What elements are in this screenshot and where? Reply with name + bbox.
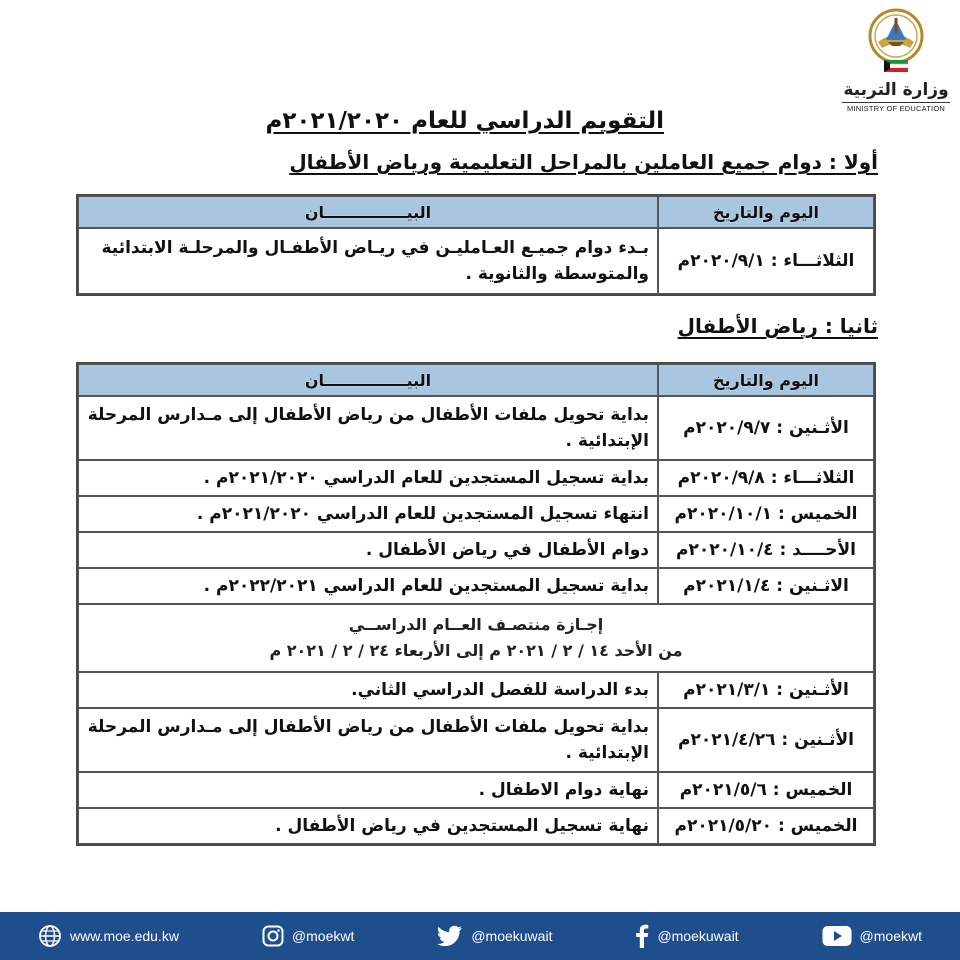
row-date: الخميس : ٢٠٢١/٥/٢٠م — [658, 808, 874, 844]
table-row — [78, 532, 874, 568]
row-description: بداية تسجيل المستجدين للعام الدراسي ٢٠٢١/٢٠٢٠م . — [78, 460, 658, 496]
row-date: الأثـنين : ٢٠٢٠/٩/٧م — [658, 396, 874, 460]
row-description: نهاية دوام الاطفال . — [78, 772, 658, 808]
ministry-name-en: MINISTRY OF EDUCATION — [847, 104, 945, 113]
youtube-link[interactable] — [822, 925, 922, 947]
table-header-row — [78, 196, 874, 228]
table-row — [78, 228, 874, 294]
table-row — [78, 568, 874, 604]
row-date: الثلاثـــاء : ٢٠٢٠/٩/٨م — [658, 460, 874, 496]
row-date: الاثـنين : ٢٠٢١/١/٤م — [658, 568, 874, 604]
table-row — [78, 808, 874, 844]
website-text: www.moe.edu.kw — [70, 928, 179, 944]
section1-heading: أولا : دوام جميع العاملين بالمراحل التعليمية ورياض الأطفال — [289, 150, 878, 174]
row-description: بـدء دوام جميـع العـامليـن في ريـاض الأطفـال والمرحلـة الابتدائية والمتوسطة والثانوية . — [78, 228, 658, 294]
section2-heading: ثانيا : رياض الأطفال — [677, 314, 878, 338]
facebook-handle: @moekuwait — [657, 928, 739, 944]
logo-divider — [842, 102, 950, 103]
facebook-link[interactable] — [635, 924, 738, 948]
row-date: الأحــــد : ٢٠٢٠/١٠/٤م — [658, 532, 874, 568]
row-date: الأثـنين : ٢٠٢١/٤/٢٦م — [658, 708, 874, 772]
row-description: بداية تحويل ملفات الأطفال من رياض الأطفال إلى مـدارس المرحلة الإبتدائية . — [78, 708, 658, 772]
youtube-handle: @moekwt — [859, 928, 922, 944]
midyear-break-range: من الأحد ١٤ / ٢ / ٢٠٢١ م إلى الأربعاء ٢٤ / ٢ / ٢٠٢١ م — [269, 641, 683, 660]
header-description: البيـــــــــــــــان — [78, 364, 658, 396]
row-date: الثلاثـــاء : ٢٠٢٠/٩/١م — [658, 228, 874, 294]
instagram-handle: @moekwt — [291, 928, 355, 944]
instagram-icon — [262, 925, 284, 947]
instagram-link[interactable] — [262, 925, 354, 947]
row-description: بداية تحويل ملفات الأطفال من رياض الأطفال إلى مـدارس المرحلة الإبتدائية . — [78, 396, 658, 460]
facebook-icon — [635, 924, 649, 948]
ministry-name-ar: وزارة التربية — [843, 80, 949, 100]
row-description: انتهاء تسجيل المستجدين للعام الدراسي ٢٠٢١/٢٠٢٠م . — [78, 496, 658, 532]
midyear-break-row — [78, 604, 874, 672]
kindergarten-calendar-table — [76, 362, 876, 846]
twitter-handle: @moekuwait — [471, 928, 553, 944]
table-row — [78, 708, 874, 772]
row-description: بدء الدراسة للفصل الدراسي الثاني. — [78, 672, 658, 708]
row-description: بداية تسجيل المستجدين للعام الدراسي ٢٠٢٢/٢٠٢١م . — [78, 568, 658, 604]
youtube-icon — [822, 925, 852, 947]
row-description: نهاية تسجيل المستجدين في رياض الأطفال . — [78, 808, 658, 844]
table-row — [78, 496, 874, 532]
ministry-emblem-icon — [864, 8, 928, 78]
page-title: التقويم الدراسي للعام ٢٠٢١/٢٠٢٠م — [265, 108, 664, 134]
table-row — [78, 672, 874, 708]
header-date: اليوم والتاريخ — [658, 196, 874, 228]
table-row — [78, 772, 874, 808]
website-link[interactable] — [38, 924, 179, 948]
table-header-row — [78, 364, 874, 396]
table-row — [78, 396, 874, 460]
row-date: الخميس : ٢٠٢١/٥/٦م — [658, 772, 874, 808]
table-row — [78, 460, 874, 496]
globe-icon — [38, 924, 62, 948]
header-date: اليوم والتاريخ — [658, 364, 874, 396]
midyear-break-cell — [78, 604, 874, 672]
header-description: البيـــــــــــــــان — [78, 196, 658, 228]
staff-calendar-table — [76, 194, 876, 296]
ministry-logo — [838, 8, 954, 130]
row-date: الخميس : ٢٠٢٠/١٠/١م — [658, 496, 874, 532]
twitter-icon — [437, 925, 463, 947]
row-description: دوام الأطفال في رياض الأطفال . — [78, 532, 658, 568]
social-footer — [0, 912, 960, 960]
twitter-link[interactable] — [437, 925, 552, 947]
midyear-break-title: إجـازة منتصـف العــام الدراســي — [348, 615, 604, 634]
row-date: الأثـنين : ٢٠٢١/٣/١م — [658, 672, 874, 708]
